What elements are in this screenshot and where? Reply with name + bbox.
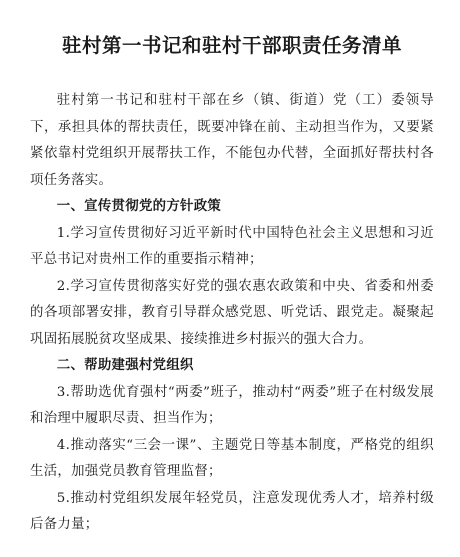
list-item-1: 1.学习宣传贯彻好习近平新时代中国特色社会主义思想和习近平总书记对贵州工作的重要指示精神； xyxy=(30,225,434,267)
document-title: 驻村第一书记和驻村干部职责任务清单 xyxy=(61,34,402,57)
section-heading-2: 二、帮助建强村党组织 xyxy=(56,358,194,373)
list-item-2: 2.学习宣传贯彻落实好党的强农惠农政策和中央、省委和州委的各项部署安排，教育引导群众感党恩、听党话、跟党走。凝聚起巩固拓展脱贫攻坚成果、接续推进乡村振兴的强大合力。 xyxy=(30,278,434,347)
list-item-5: 5.推动村党组织发展年轻党员，注意发现优秀人才，培养村级后备力量； xyxy=(30,490,434,532)
list-item-3: 3.帮助选优育强村“两委”班子，推动村“两委”班子在村级发展和治理中履职尽责、担当作为； xyxy=(30,384,434,426)
document-body xyxy=(30,88,434,539)
intro-paragraph: 驻村第一书记和驻村干部在乡（镇、街道）党（工）委领导下，承担具体的帮扶责任，既要冲锋在前、主动担当作为，又要紧紧依靠村党组织开展帮扶工作，不能包办代替，全面抓好帮扶村各项任务落实。 xyxy=(30,93,434,188)
section-heading-1: 一、宣传贯彻党的方针政策 xyxy=(56,199,222,214)
list-item-4: 4.推动落实“三会一课”、主题党日等基本制度，严格党的组织生活，加强党员教育管理监督； xyxy=(30,437,434,479)
